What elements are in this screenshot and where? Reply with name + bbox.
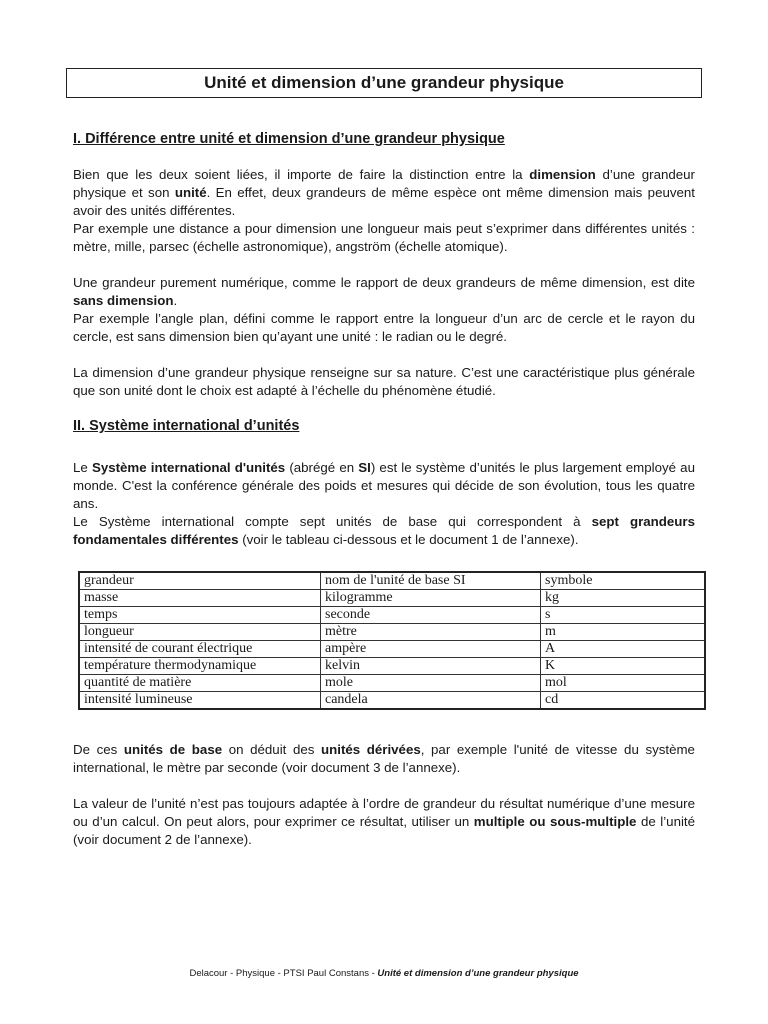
text-run: on déduit des bbox=[222, 742, 321, 757]
text-run: Une grandeur purement numérique, comme le rapport de deux grandeurs de même dimension, est dite bbox=[73, 275, 695, 290]
section-1-paragraph-5 bbox=[73, 364, 695, 400]
section-1-paragraph-3 bbox=[73, 274, 695, 310]
page-footer bbox=[0, 968, 768, 979]
text-run: Le Système international compte sept unités de base qui correspondent à bbox=[73, 514, 592, 529]
table-row bbox=[79, 658, 705, 675]
table-cell: A bbox=[541, 641, 706, 658]
table-cell: m bbox=[541, 624, 706, 641]
text-run: (voir le tableau ci-dessous et le document 1 de l’annexe). bbox=[238, 532, 579, 547]
section-1-paragraph-2 bbox=[73, 220, 695, 256]
table-cell: mol bbox=[541, 675, 706, 692]
table-cell: mètre bbox=[321, 624, 541, 641]
section-2-paragraph-4 bbox=[73, 795, 695, 849]
text-run: . En effet, deux grandeurs de même espèce ont même dimension mais peuvent avoir des unités différentes. bbox=[73, 185, 695, 218]
table-cell: intensité de courant électrique bbox=[79, 641, 321, 658]
table-cell: température thermodynamique bbox=[79, 658, 321, 675]
text-run: (abrégé en bbox=[285, 460, 359, 475]
bold-text: sans dimension bbox=[73, 293, 174, 308]
bold-text: SI bbox=[358, 460, 371, 475]
bold-text: multiple ou sous-multiple bbox=[473, 814, 637, 829]
table-row bbox=[79, 590, 705, 607]
bold-text: unités dérivées bbox=[321, 742, 421, 757]
table-row bbox=[79, 675, 705, 692]
text-run: Par exemple l’angle plan, défini comme le rapport entre la longueur d’un arc de cercle et le rayon du cercle, est sans dimension bien qu’ayant une unité : le radian ou le degré. bbox=[73, 311, 695, 344]
table-cell: candela bbox=[321, 692, 541, 710]
text-run: , par exemple l'unité de vitesse du système international, le mètre par seconde (voir document 3 de l’annexe). bbox=[73, 742, 695, 775]
text-run: Bien que les deux soient liées, il importe de faire la distinction entre la bbox=[73, 167, 530, 182]
table-header-cell: nom de l'unité de base SI bbox=[321, 572, 541, 590]
table-cell: cd bbox=[541, 692, 706, 710]
text-run: La dimension d’une grandeur physique renseigne sur sa nature. C’est une caractéristique plus générale que son unité dont le choix est adapté à l’échelle du phénomène étudié. bbox=[73, 365, 695, 398]
table-cell: temps bbox=[79, 607, 321, 624]
text-run: de l’unité (voir document 2 de l’annexe). bbox=[73, 814, 696, 847]
text-run: d’une grandeur physique et son bbox=[73, 167, 695, 200]
text-run: La valeur de l’unité n’est pas toujours adaptée à l’ordre de grandeur du résultat numérique d’une mesure ou d’un calcul. On peut alors, pour exprimer ce résultat, utiliser un bbox=[73, 796, 695, 829]
table-cell: mole bbox=[321, 675, 541, 692]
section-2-paragraph-1 bbox=[73, 459, 695, 513]
bold-text: sept grandeurs fondamentales différentes bbox=[73, 514, 695, 547]
section-2-paragraph-3 bbox=[73, 741, 695, 777]
footer-prefix: Delacour - Physique - PTSI Paul Constans - bbox=[189, 968, 378, 979]
table-header-cell: symbole bbox=[541, 572, 706, 590]
table-header-row bbox=[79, 572, 705, 590]
text-run: Par exemple une distance a pour dimension une longueur mais peut s’exprimer dans différentes unités : mètre, mille, parsec (échelle astronomique), angström (échelle atomique). bbox=[73, 221, 695, 254]
table-cell: K bbox=[541, 658, 706, 675]
text-run: De ces bbox=[73, 742, 124, 757]
section-2-heading: II. Système international d’unités bbox=[73, 418, 300, 434]
si-base-units-table bbox=[78, 571, 706, 710]
table-cell: kelvin bbox=[321, 658, 541, 675]
table-cell: seconde bbox=[321, 607, 541, 624]
table-cell: ampère bbox=[321, 641, 541, 658]
footer-title: Unité et dimension d’une grandeur physique bbox=[377, 968, 579, 979]
table-cell: s bbox=[541, 607, 706, 624]
table-cell: masse bbox=[79, 590, 321, 607]
section-1-paragraph-4 bbox=[73, 310, 695, 346]
table-cell: intensité lumineuse bbox=[79, 692, 321, 710]
table-row bbox=[79, 607, 705, 624]
section-2-paragraph-2 bbox=[73, 513, 695, 549]
text-run: Le bbox=[73, 460, 92, 475]
table-cell: kilogramme bbox=[321, 590, 541, 607]
table-cell: longueur bbox=[79, 624, 321, 641]
text-run: ) est le système d’unités le plus largement employé au monde. C'est la conférence générale des poids et mesures qui décide de son évolution, tous les quatre ans. bbox=[73, 460, 695, 511]
bold-text: Système international d'unités bbox=[91, 460, 286, 475]
title-box bbox=[66, 68, 702, 98]
table-row bbox=[79, 624, 705, 641]
document-title: Unité et dimension d’une grandeur physique bbox=[204, 73, 564, 92]
table-row bbox=[79, 641, 705, 658]
table-cell: quantité de matière bbox=[79, 675, 321, 692]
table-header-cell: grandeur bbox=[79, 572, 321, 590]
section-1-heading: I. Différence entre unité et dimension d’une grandeur physique bbox=[73, 131, 505, 147]
bold-text: unité bbox=[174, 185, 207, 200]
text-run: . bbox=[173, 293, 178, 308]
section-1-paragraph-1 bbox=[73, 166, 695, 220]
bold-text: dimension bbox=[529, 167, 596, 182]
table-cell: kg bbox=[541, 590, 706, 607]
bold-text: unités de base bbox=[123, 742, 223, 757]
table-row bbox=[79, 692, 705, 710]
